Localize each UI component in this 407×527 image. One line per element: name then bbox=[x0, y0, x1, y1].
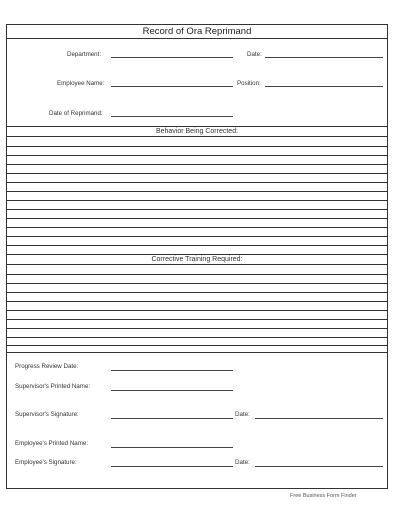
supervisor-date-field[interactable] bbox=[255, 418, 383, 419]
employee-name-field[interactable] bbox=[111, 86, 233, 87]
date-of-reprimand-field[interactable] bbox=[111, 116, 233, 117]
department-label: Department: bbox=[67, 51, 102, 58]
supervisor-printed-name-label: Supervisor's Printed Name: bbox=[15, 383, 91, 390]
department-field[interactable] bbox=[111, 57, 233, 58]
date-field[interactable] bbox=[265, 57, 383, 58]
employee-name-label: Employee Name: bbox=[57, 80, 105, 87]
writing-line[interactable] bbox=[7, 191, 387, 192]
writing-line[interactable] bbox=[7, 146, 387, 147]
writing-line[interactable] bbox=[7, 164, 387, 165]
writing-line[interactable] bbox=[7, 236, 387, 237]
writing-line[interactable] bbox=[7, 173, 387, 174]
writing-line[interactable] bbox=[7, 155, 387, 156]
reprimand-form bbox=[6, 24, 388, 489]
supervisor-printed-name-field[interactable] bbox=[111, 390, 233, 391]
writing-line[interactable] bbox=[7, 292, 387, 293]
writing-line[interactable] bbox=[7, 283, 387, 284]
writing-line[interactable] bbox=[7, 274, 387, 275]
behavior-section-header: Behavior Being Corrected: bbox=[7, 126, 387, 137]
date-of-reprimand-label: Date of Reprimand: bbox=[49, 110, 103, 117]
writing-line[interactable] bbox=[7, 301, 387, 302]
training-section-header: Corrective Training Required: bbox=[7, 254, 387, 265]
employee-signature-field[interactable] bbox=[111, 466, 233, 467]
writing-line[interactable] bbox=[7, 182, 387, 183]
supervisor-signature-label: Supervisor's Signature: bbox=[15, 411, 79, 418]
supervisor-signature-field[interactable] bbox=[111, 418, 233, 419]
writing-line[interactable] bbox=[7, 345, 387, 346]
writing-line[interactable] bbox=[7, 328, 387, 329]
supervisor-date-label: Date: bbox=[235, 411, 250, 418]
form-title: Record of Ora Reprimand bbox=[7, 25, 387, 39]
employee-printed-name-field[interactable] bbox=[111, 447, 233, 448]
writing-line[interactable] bbox=[7, 227, 387, 228]
writing-line[interactable] bbox=[7, 200, 387, 201]
progress-review-date-field[interactable] bbox=[111, 370, 233, 371]
employee-date-label: Date: bbox=[235, 459, 250, 466]
position-field[interactable] bbox=[265, 86, 383, 87]
position-label: Position: bbox=[237, 80, 261, 87]
writing-line[interactable] bbox=[7, 209, 387, 210]
footer-credit: Free Business Form Finder bbox=[290, 493, 357, 499]
writing-line[interactable] bbox=[7, 319, 387, 320]
progress-review-date-label: Progress Review Date: bbox=[15, 363, 79, 370]
employee-printed-name-label: Employee's Printed Name: bbox=[15, 440, 89, 447]
writing-line[interactable] bbox=[7, 310, 387, 311]
employee-signature-label: Employee's Signature: bbox=[15, 459, 77, 466]
writing-line[interactable] bbox=[7, 337, 387, 338]
writing-line[interactable] bbox=[7, 218, 387, 219]
employee-date-field[interactable] bbox=[255, 466, 383, 467]
section-divider bbox=[7, 352, 387, 353]
writing-line[interactable] bbox=[7, 245, 387, 246]
date-label: Date: bbox=[247, 51, 262, 58]
